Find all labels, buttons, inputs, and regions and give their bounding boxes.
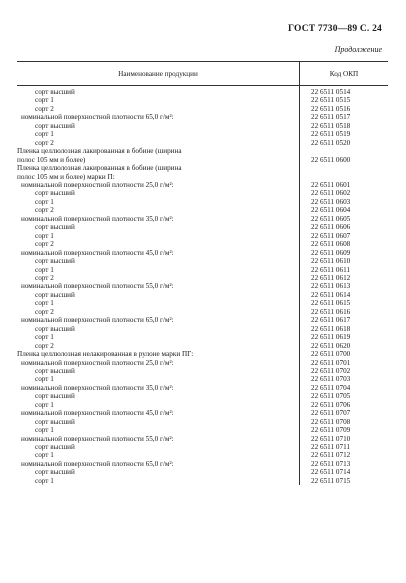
table-row [17, 232, 388, 240]
table-row [17, 105, 388, 113]
product-name: сорт высший [35, 290, 75, 299]
okp-code: 22 6511 0615 [311, 299, 351, 308]
product-name: сорт 2 [35, 104, 54, 113]
product-name: номинальной поверхностной плотности 65,0 г/м²: [21, 113, 174, 122]
product-name: сорт 2 [35, 206, 54, 215]
product-name: номинальной поверхностной плотности 25,0 г/м²: [21, 358, 174, 367]
okp-code: 22 6511 0611 [311, 265, 350, 274]
table-row [17, 122, 388, 130]
product-name: номинальной поверхностной плотности 55,0 г/м²: [21, 282, 174, 291]
product-name: сорт высший [35, 468, 75, 477]
okp-code: 22 6511 0604 [311, 206, 351, 215]
table-row [17, 206, 388, 214]
product-name: номинальной поверхностной плотности 65,0 г/м²: [21, 316, 174, 325]
okp-code: 22 6511 0614 [311, 290, 351, 299]
table-row [17, 223, 388, 231]
product-name: номинальной поверхностной плотности 65,0 г/м²: [21, 459, 174, 468]
okp-code: 22 6511 0712 [311, 451, 351, 460]
okp-code: 22 6511 0618 [311, 324, 351, 333]
table-row [17, 266, 388, 274]
table-body [17, 86, 388, 485]
table-row [17, 173, 388, 181]
product-name: сорт 2 [35, 240, 54, 249]
table-row [17, 316, 388, 324]
table-row [17, 130, 388, 138]
okp-code: 22 6511 0711 [311, 443, 350, 452]
okp-code: 22 6511 0706 [311, 400, 351, 409]
product-name: сорт 1 [35, 333, 54, 342]
product-name: сорт 2 [35, 341, 54, 350]
okp-code: 22 6511 0516 [311, 104, 351, 113]
okp-code: 22 6511 0701 [311, 358, 351, 367]
okp-code: 22 6511 0713 [311, 459, 351, 468]
table-row [17, 443, 388, 451]
table-row [17, 342, 388, 350]
table-row [17, 401, 388, 409]
product-name: сорт 1 [35, 451, 54, 460]
table-row [17, 375, 388, 383]
okp-code: 22 6511 0514 [311, 88, 351, 96]
table-row [17, 96, 388, 104]
table-row [17, 392, 388, 400]
table-row [17, 164, 388, 172]
product-name: Пленка целлюлозная лакированная в бобине (ширина [17, 164, 182, 173]
product-name: сорт высший [35, 443, 75, 452]
product-name: сорт 1 [35, 476, 54, 485]
okp-code: 22 6511 0715 [311, 476, 351, 485]
okp-code: 22 6511 0607 [311, 231, 351, 240]
okp-code: 22 6511 0707 [311, 409, 351, 418]
table-row [17, 350, 388, 358]
table-header [17, 61, 388, 86]
okp-code: 22 6511 0705 [311, 392, 351, 401]
product-name: сорт 1 [35, 375, 54, 384]
continuation-label: Продолжение [334, 45, 382, 54]
product-name: Пленка целлюлозная лакированная в бобине (ширина [17, 147, 182, 156]
product-name: сорт высший [35, 88, 75, 96]
table-row [17, 257, 388, 265]
product-name: Пленка целлюлозная нелакированная в рулоне марки ПГ: [17, 350, 194, 359]
product-name: сорт 1 [35, 96, 54, 105]
okp-code: 22 6511 0710 [311, 434, 351, 443]
okp-code: 22 6511 0703 [311, 375, 351, 384]
product-name: сорт высший [35, 189, 75, 198]
okp-code: 22 6511 0709 [311, 426, 351, 435]
okp-code: 22 6511 0708 [311, 417, 351, 426]
okp-code [299, 173, 388, 181]
table-row [17, 88, 388, 96]
product-name: сорт 1 [35, 130, 54, 139]
okp-code: 22 6511 0603 [311, 197, 351, 206]
okp-code: 22 6511 0520 [311, 138, 351, 147]
table-row [17, 282, 388, 290]
okp-code: 22 6511 0700 [311, 350, 351, 359]
okp-code [299, 147, 388, 155]
okp-code: 22 6511 0612 [311, 273, 351, 282]
table-row [17, 435, 388, 443]
table-row [17, 477, 388, 485]
product-name: сорт 1 [35, 426, 54, 435]
product-name: сорт высший [35, 223, 75, 232]
table-row [17, 333, 388, 341]
okp-code: 22 6511 0608 [311, 240, 351, 249]
okp-code: 22 6511 0515 [311, 96, 351, 105]
product-name: сорт 1 [35, 197, 54, 206]
okp-code: 22 6511 0600 [311, 155, 351, 164]
table-row [17, 359, 388, 367]
product-name: сорт 1 [35, 299, 54, 308]
table-row [17, 181, 388, 189]
product-name: номинальной поверхностной плотности 55,0 г/м²: [21, 434, 174, 443]
column-header-code: Код ОКП [329, 69, 359, 78]
table-row [17, 325, 388, 333]
table-row [17, 291, 388, 299]
product-name: сорт высший [35, 417, 75, 426]
product-name: полос 105 мм и более) [17, 155, 86, 164]
table-row [17, 274, 388, 282]
table-row [17, 249, 388, 257]
table-row [17, 418, 388, 426]
product-name: сорт 1 [35, 400, 54, 409]
table-row [17, 460, 388, 468]
product-name: номинальной поверхностной плотности 35,0 г/м²: [21, 214, 174, 223]
okp-code: 22 6511 0517 [311, 113, 351, 122]
okp-code: 22 6511 0610 [311, 257, 351, 266]
product-name: сорт высший [35, 366, 75, 375]
okp-code: 22 6511 0616 [311, 307, 351, 316]
table-row [17, 189, 388, 197]
okp-code: 22 6511 0613 [311, 282, 351, 291]
okp-code: 22 6511 0602 [311, 189, 351, 198]
okp-code: 22 6511 0617 [311, 316, 351, 325]
okp-code: 22 6511 0609 [311, 248, 351, 257]
product-name: сорт высший [35, 324, 75, 333]
product-name: сорт 2 [35, 138, 54, 147]
okp-code: 22 6511 0606 [311, 223, 351, 232]
product-name: номинальной поверхностной плотности 35,0 г/м²: [21, 383, 174, 392]
table-row [17, 113, 388, 121]
table-row [17, 240, 388, 248]
table-row [17, 451, 388, 459]
table-row [17, 299, 388, 307]
okp-code: 22 6511 0714 [311, 468, 351, 477]
okp-code [299, 164, 388, 172]
column-header-name: Наименование продукции [17, 62, 300, 85]
okp-code: 22 6511 0605 [311, 214, 351, 223]
product-name: номинальной поверхностной плотности 45,0 г/м²: [21, 409, 174, 418]
table-row [17, 409, 388, 417]
table-row [17, 308, 388, 316]
table-row [17, 139, 388, 147]
table-row [17, 426, 388, 434]
product-name: сорт высший [35, 257, 75, 266]
okp-code: 22 6511 0702 [311, 366, 351, 375]
product-name: сорт высший [35, 392, 75, 401]
table-row [17, 215, 388, 223]
product-name: сорт 1 [35, 231, 54, 240]
product-name: сорт 2 [35, 307, 54, 316]
table-row [17, 384, 388, 392]
okp-code: 22 6511 0620 [311, 341, 351, 350]
product-name: номинальной поверхностной плотности 45,0 г/м²: [21, 248, 174, 257]
product-name: сорт высший [35, 121, 75, 130]
product-name: номинальной поверхностной плотности 25,0 г/м²: [21, 180, 174, 189]
product-name: сорт 1 [35, 265, 54, 274]
product-name: полос 105 мм и более) марки П: [17, 172, 115, 181]
table-row [17, 198, 388, 206]
table-row [17, 367, 388, 375]
okp-code: 22 6511 0519 [311, 130, 351, 139]
table-row [17, 468, 388, 476]
table-row [17, 156, 388, 164]
okp-code: 22 6511 0518 [311, 121, 351, 130]
okp-code: 22 6511 0619 [311, 333, 351, 342]
okp-code: 22 6511 0601 [311, 180, 351, 189]
page-header: ГОСТ 7730—89 С. 24 [288, 24, 382, 34]
product-name: сорт 2 [35, 273, 54, 282]
okp-code: 22 6511 0704 [311, 383, 351, 392]
table-row [17, 147, 388, 155]
product-code-table [17, 61, 388, 485]
